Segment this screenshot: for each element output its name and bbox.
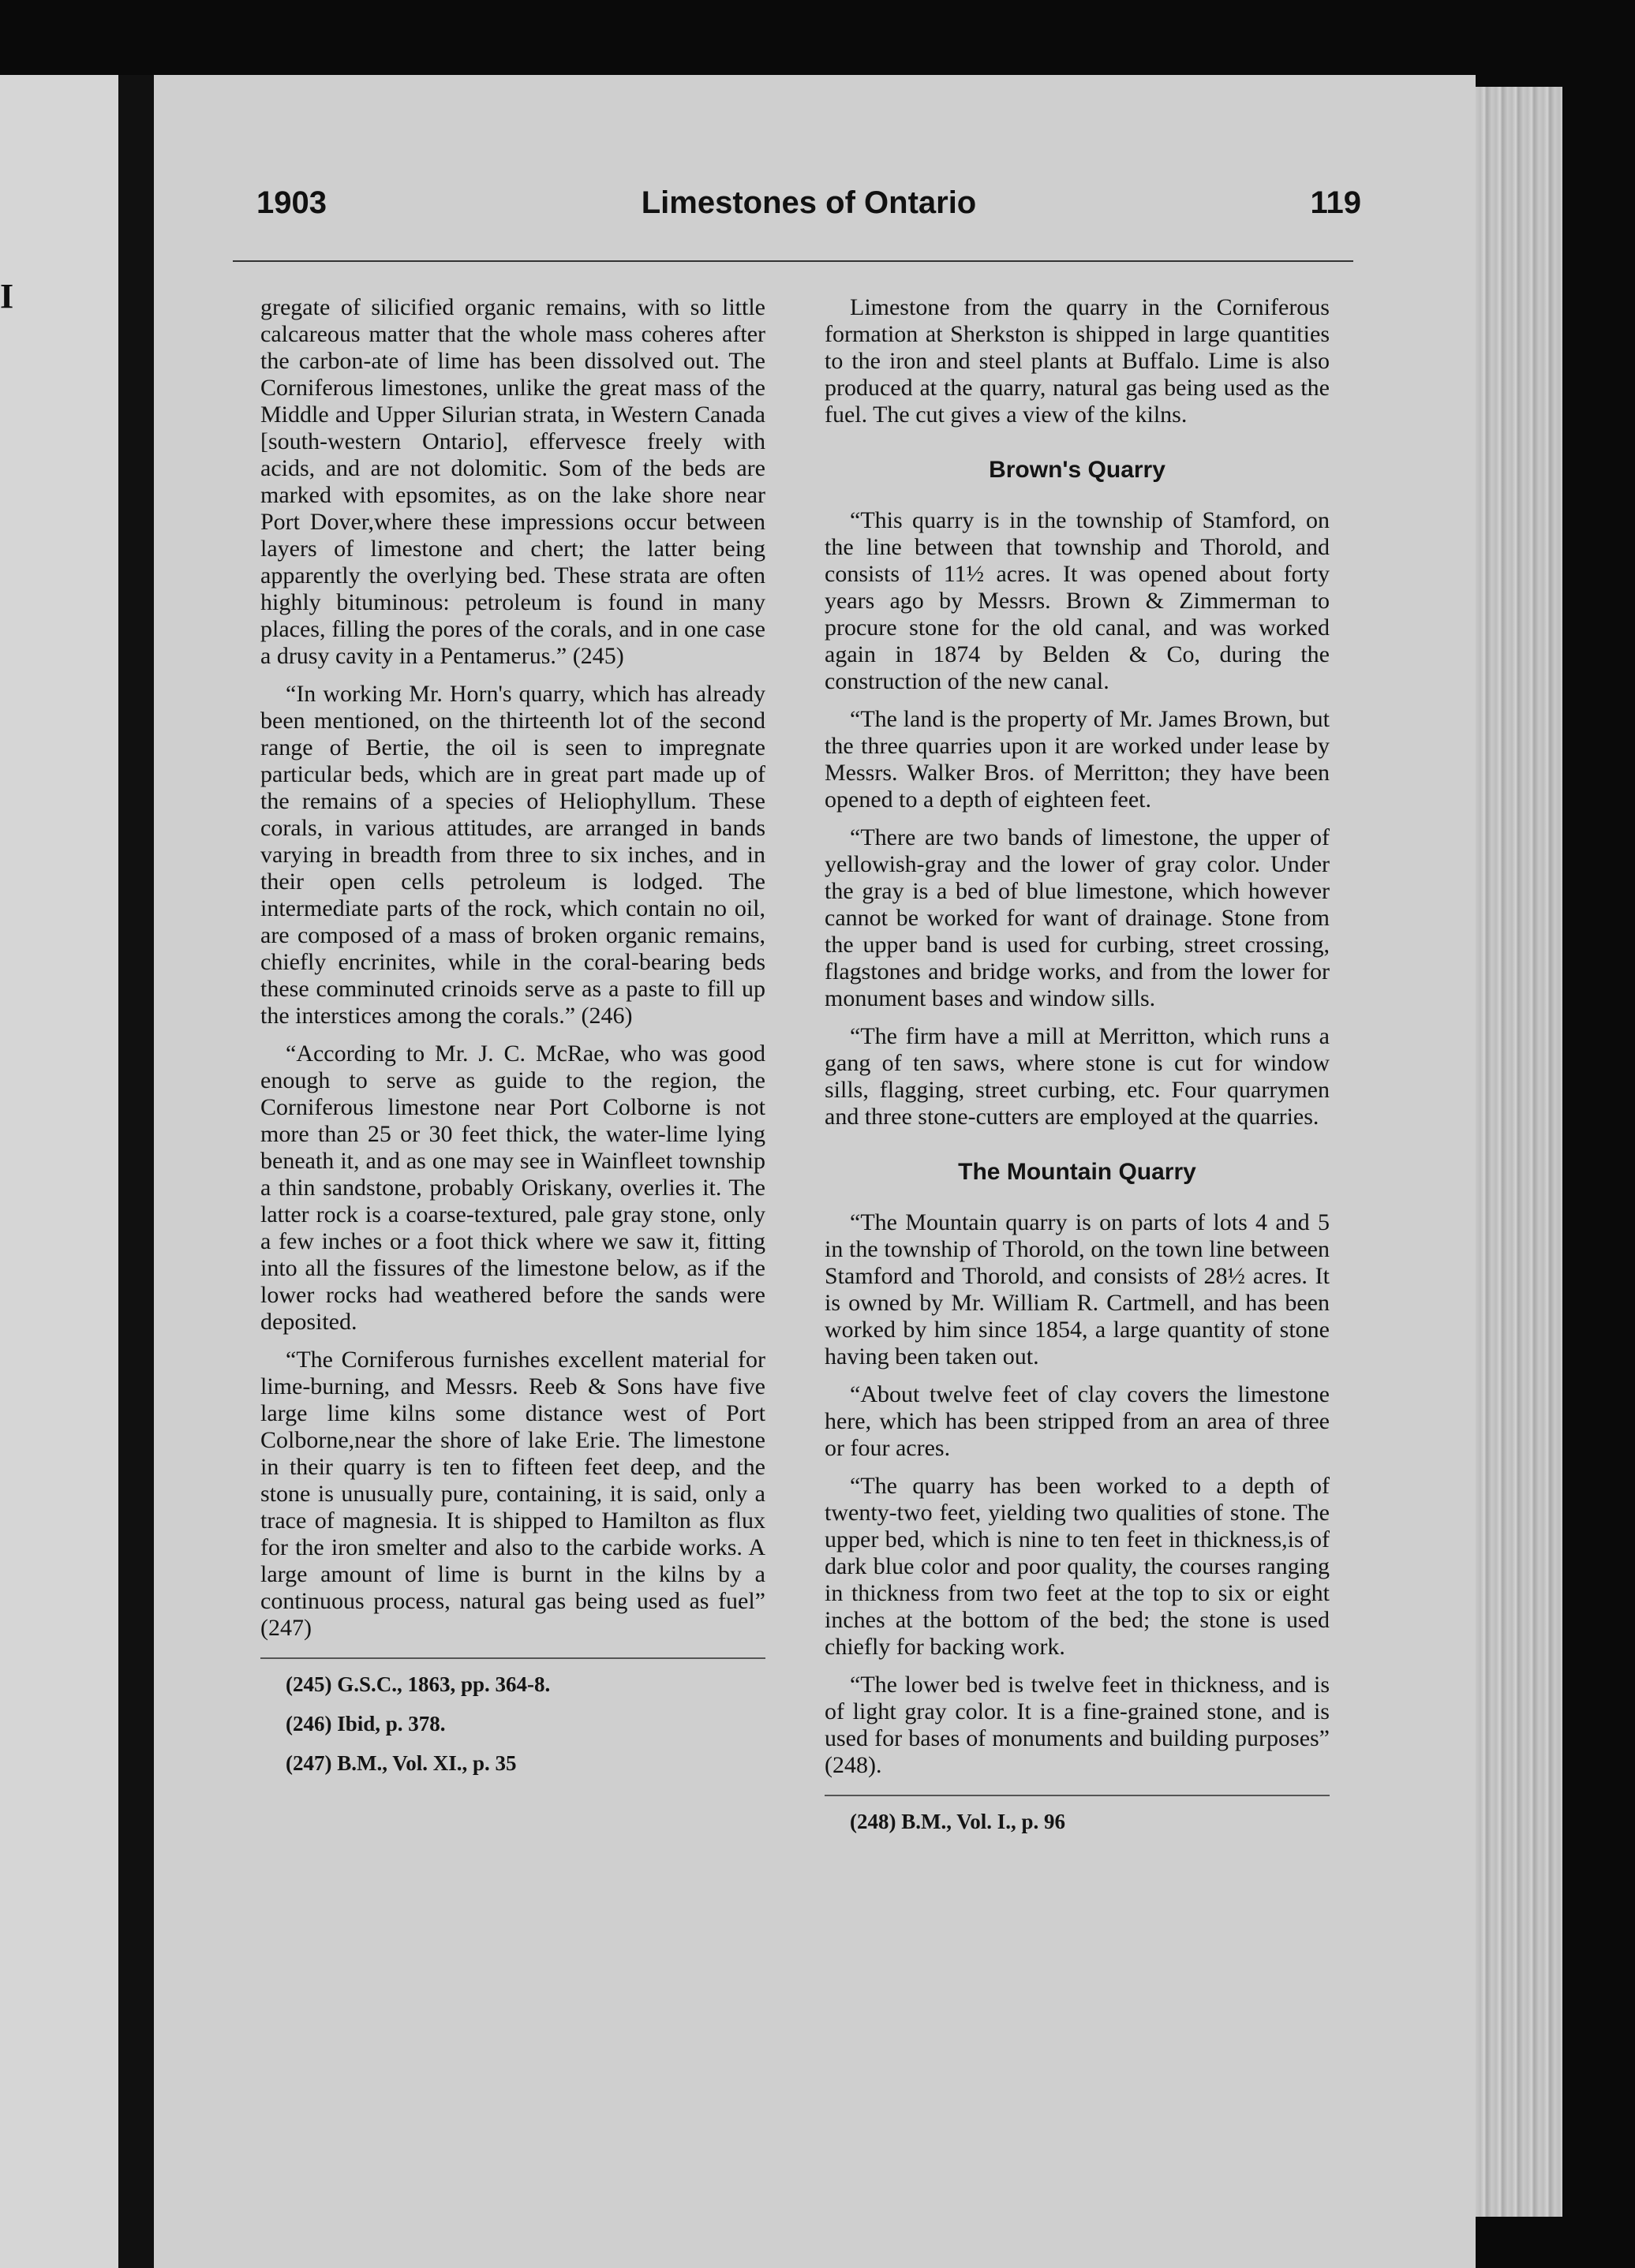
paragraph: “The firm have a mill at Merritton, which runs a gang of ten saws, where stone is cut for window sills, flagging, street curbing, etc. Four quarrymen and three stone-cutters are employed at the quarries. <box>825 1023 1330 1130</box>
footnote: (245) G.S.C., 1863, pp. 364-8. <box>286 1672 551 1696</box>
page-number: 119 <box>1310 185 1361 220</box>
section-heading: Brown's Quarry <box>989 457 1165 483</box>
paragraph: “According to Mr. J. C. McRae, who was good enough to serve as guide to the region, the Corniferous limestone near Port Colborne is not more than 25 or 30 feet thick, the water-lime lying beneath it, and as one may see in Wainfleet township a thin sandstone, probably Oriskany, overlies it. The latter rock is a coarse-textured, pale gray stone, only a few inches or a foot thick where we saw it, fitting into all the fissures of the limestone below, as if the lower rocks had weathered before the sands were deposited. <box>260 1041 765 1335</box>
paragraph: gregate of silicified organic remains, with so little calcareous matter that the whole mass coheres after the carbon-ate of lime has been dissolved out. The Corniferous limestones, unlike the great mass of the Middle and Upper Silurian strata, in Western Canada [south-western Ontario], effervesce freely with acids, and are not dolomitic. Som of the beds are marked with epsomites, as on the lake shore near Port Dover,where these impressions occur between layers of limestone and chert; the latter being apparently the overlying bed. These strata are often highly bituminous: petroleum is found in many places, filling the pores of the corals, and in one case a drusy cavity in a Pentamerus.” (245) <box>260 294 765 669</box>
footnote: (248) B.M., Vol. I., p. 96 <box>850 1810 1066 1833</box>
facing-page-mark: I <box>0 277 14 316</box>
section-heading: The Mountain Quarry <box>958 1159 1196 1185</box>
running-header <box>256 185 1361 233</box>
footnote-rule <box>260 1657 765 1659</box>
paragraph: “In working Mr. Horn's quarry, which has already been mentioned, on the thirteenth lot of the second range of Bertie, the oil is seen to impregnate particular beds, which are in great part made up of the remains of a species of Heliophyllum. These corals, in various attitudes, are arranged in bands varying in breadth from three to six inches, and in their open cells petroleum is lodged. The intermediate parts of the rock, which contain no oil, are composed of a mass of broken organic remains, chiefly encrinites, while in the coral-bearing beds these comminuted crinoids serve as a paste to fill up the interstices among the corals.” (246) <box>260 681 765 1029</box>
paragraph: “The land is the property of Mr. James Brown, but the three quarries upon it are worked under lease by Messrs. Walker Bros. of Merritton; they have been opened to a depth of eighteen feet. <box>825 706 1330 813</box>
header-year: 1903 <box>256 185 327 220</box>
book-page <box>154 75 1476 2268</box>
footnote: (246) Ibid, p. 378. <box>286 1712 446 1736</box>
paragraph: “The Mountain quarry is on parts of lots 4 and 5 in the township of Thorold, on the town line between Stamford and Thorold, and consists of 28½ acres. It is owned by Mr. William R. Cartmell, and has been worked by him since 1854, a large quantity of stone having been taken out. <box>825 1209 1330 1369</box>
header-rule <box>233 260 1353 262</box>
paragraph: “There are two bands of limestone, the upper of yellowish-gray and the lower of gray color. Under the gray is a bed of blue limestone, which however cannot be worked for want of drainage. Stone from the upper band is used for curbing, street crossing, flagstones and bridge works, and from the lower for monument bases and window sills. <box>825 824 1330 1011</box>
paragraph: “The lower bed is twelve feet in thickness, and is of light gray color. It is a fine-grained stone, and is used for bases of monuments and building purposes” (248). <box>825 1672 1330 1778</box>
book-gutter <box>118 75 154 2268</box>
header-title: Limestones of Ontario <box>641 185 977 220</box>
paragraph: “About twelve feet of clay covers the limestone here, which has been stripped from an area of three or four acres. <box>825 1381 1330 1461</box>
facing-page-fragment <box>0 75 118 2268</box>
left-column <box>260 294 765 1788</box>
footnote: (247) B.M., Vol. XI., p. 35 <box>286 1751 517 1775</box>
footnote-rule <box>825 1795 1330 1796</box>
page-stack-edge <box>1476 87 1562 2217</box>
paragraph: “The Corniferous furnishes excellent material for lime-burning, and Messrs. Reeb & Sons have five large lime kilns some distance west of Port Colborne,near the shore of lake Erie. The limestone in their quarry is ten to fifteen feet deep, and the stone is unusually pure, containing, it is said, only a trace of magnesia. It is shipped to Hamilton as flux for the iron smelter and also to the carbide works. A large amount of lime is burnt in the kilns by a continuous process, natural gas being used as fuel” (247) <box>260 1347 765 1641</box>
right-column <box>825 294 1330 1847</box>
paragraph: Limestone from the quarry in the Corniferous formation at Sherkston is shipped in large quantities to the iron and steel plants at Buffalo. Lime is also produced at the quarry, natural gas being used as the fuel. The cut gives a view of the kilns. <box>825 294 1330 428</box>
paragraph: “This quarry is in the township of Stamford, on the line between that township and Thorold, and consists of 11½ acres. It was opened about forty years ago by Messrs. Brown & Zimmerman to procure stone for the old canal, and was worked again in 1874 by Belden & Co, during the construction of the new canal. <box>825 507 1330 694</box>
paragraph: “The quarry has been worked to a depth of twenty-two feet, yielding two qualities of stone. The upper bed, which is nine to ten feet in thickness,is of dark blue color and poor quality, the courses ranging in thickness from two feet at the top to six or eight inches at the bottom of the bed; the stone is used chiefly for backing work. <box>825 1473 1330 1660</box>
